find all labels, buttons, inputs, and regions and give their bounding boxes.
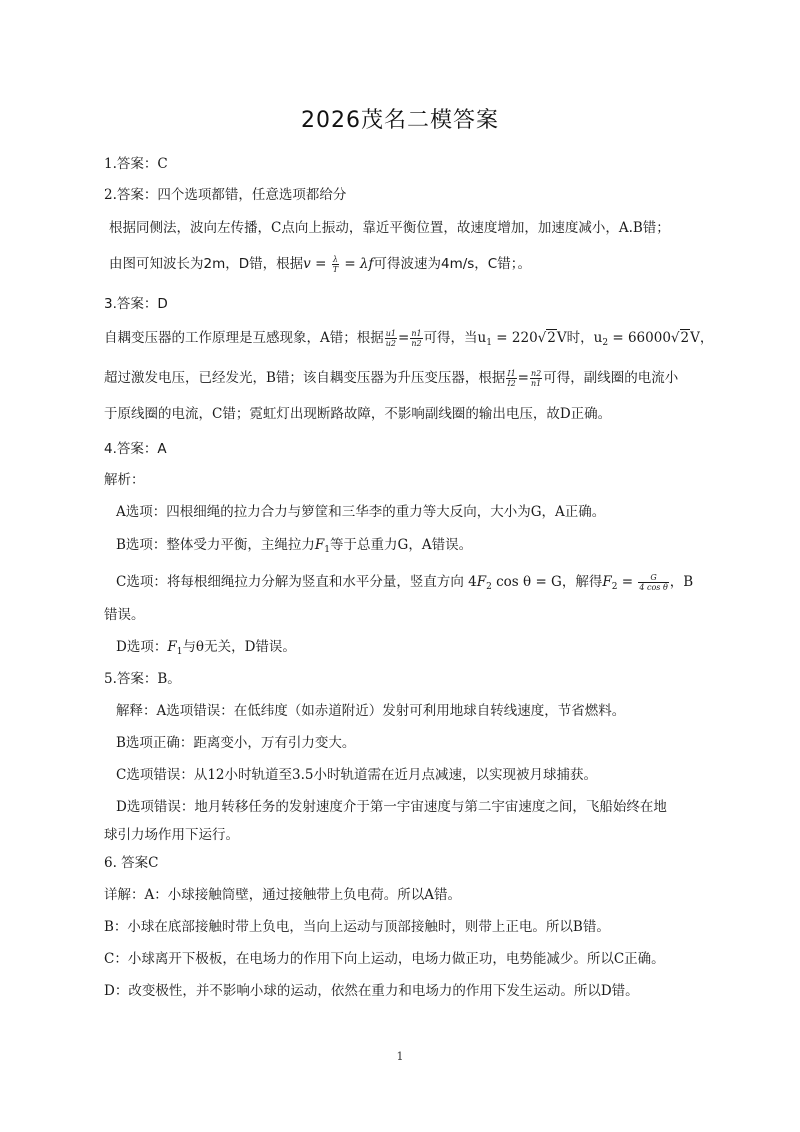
q4-optC-text-c: ，B — [669, 574, 694, 590]
q3-frac2-num: n1 — [411, 329, 422, 338]
q3-line2-text-a: 超过激发电压，已经发光，B错；该自耦变压器为升压变压器，根据 — [104, 370, 506, 386]
q3-line1-text-c: = 220 — [492, 330, 538, 346]
q4-optC-sub2: 2 — [611, 582, 618, 592]
q3-frac3-num: I1 — [507, 369, 516, 378]
q3-line2-text-b: 可得，副线圈的电流小 — [543, 370, 679, 386]
q3-frac1-num: u1 — [385, 329, 396, 338]
q2-line2-text-b: 可得波速为4m/s，C错；。 — [373, 256, 531, 272]
q2-explanation-line1: 根据同侧法，波向左传播，C点向上振动，靠近平衡位置，故速度增加，加速度减小，A.B错； — [109, 220, 670, 236]
q4-option-c — [116, 572, 693, 597]
q3-u1-subscript: 1 — [486, 338, 492, 348]
q3-eq2: = — [517, 370, 529, 386]
q2-frac-numerator: λ — [332, 255, 338, 264]
q5-answer: 5.答案：B。 — [104, 671, 181, 687]
q3-frac3-den: I2 — [507, 379, 516, 388]
q3-frac4-num: n2 — [530, 369, 542, 378]
q1-answer: 1.答案：C — [104, 156, 168, 172]
q4-optC-text-b: cos θ = G，解得 — [491, 574, 603, 590]
q3-sqrt1: √2 — [537, 330, 556, 346]
q3-eq1: = — [398, 330, 410, 346]
q4-optD-prefix: D选项： — [116, 639, 168, 655]
q3-turns-ratio — [410, 329, 422, 348]
q5-option-d-line1: D选项错误：地月转移任务的发射速度介于第一宇宙速度与第二宇宙速度之间，飞船始终在地 — [116, 799, 667, 815]
q3-u2-subscript: 2 — [602, 338, 609, 348]
q4-optC-fraction — [638, 573, 668, 592]
q2-line2-text-a: 由图可知波长为2m，D错，根据 — [109, 256, 304, 272]
q4-option-a: A选项：四根细绳的拉力合力与箩筐和三华李的重力等大反向，大小为G，A正确。 — [116, 504, 606, 520]
q6-explanation-line3: C：小球离开下极板，在电场力的作用下向上运动，电场力做正功，电势能减少。所以C正确。 — [104, 951, 665, 967]
q4-optC-text-a: C选项：将每根细绳拉力分解为竖直和水平分量，竖直方向 4 — [116, 574, 477, 590]
q4-optC-frac-num: G — [638, 573, 668, 583]
q4-optC-sub: 2 — [486, 582, 492, 592]
q4-optD-text: 与θ无关，D错误。 — [182, 639, 296, 655]
q4-optD-sub: 1 — [176, 647, 183, 657]
q3-answer: 3.答案：D — [104, 296, 168, 312]
q4-option-b — [116, 535, 472, 560]
q4-optC-force2: F — [602, 574, 612, 590]
q3-line1-text-e: = 66000 — [608, 330, 671, 346]
q4-answer: 4.答案：A — [104, 441, 167, 457]
q5-option-b: B选项正确：距离变小，万有引力变大。 — [116, 735, 356, 751]
q2-equals: = — [310, 256, 331, 272]
q3-voltage-ratio — [385, 329, 397, 348]
q4-optC-force: F — [476, 574, 487, 590]
q5-option-d-line2: 球引力场作用下运行。 — [104, 827, 239, 843]
q3-frac4-den: n1 — [530, 379, 542, 388]
q5-option-c: C选项错误：从12小时轨道至3.5小时轨道需在近月点减速，以实现被月球捕获。 — [116, 767, 597, 783]
q4-optB-force: F — [314, 537, 325, 553]
q4-optB-text-a: B选项：整体受力平衡，主绳拉力 — [116, 537, 315, 553]
q3-sqrt1-value: 2 — [547, 330, 556, 346]
q4-analysis-heading: 解析： — [104, 472, 145, 488]
q6-explanation-line4: D：改变极性，并不影响小球的运动，依然在重力和电场力的作用下发生运动。所以D错。 — [104, 983, 639, 999]
q4-optD-force: F — [167, 639, 177, 655]
q3-inverse-turns-ratio — [530, 369, 542, 388]
q3-frac1-den: u2 — [385, 339, 396, 348]
q4-optC-eq: = — [617, 574, 638, 590]
q6-answer: 6. 答案C — [104, 855, 159, 871]
q3-line1-text-d: V时，u — [556, 330, 603, 346]
page-title: 2026茂名二模答案 — [301, 108, 499, 133]
q2-explanation-line2 — [109, 254, 531, 274]
q3-sqrt2-value: 2 — [680, 330, 690, 346]
q3-explanation-line3: 于原线圈的电流，C错；霓虹灯出现断路故障，不影响副线圈的输出电压，故D正确。 — [104, 406, 612, 422]
q3-line1-text-a: 自耦变压器的工作原理是互感现象，A错；根据 — [104, 330, 384, 346]
q3-line1-text-f: V， — [690, 330, 714, 346]
q4-option-c-continued: 错误。 — [104, 607, 145, 623]
q4-option-d — [116, 637, 296, 662]
q3-sqrt2: √2 — [670, 330, 690, 346]
q3-explanation-line1 — [104, 328, 713, 353]
q3-line1-text-b: 可得，当u — [423, 330, 487, 346]
q5-option-a: 解释：A选项错误：在低纬度（如赤道附近）发射可利用地球自转线速度，节省燃料。 — [116, 703, 626, 719]
q2-wavelength-fraction — [332, 255, 339, 274]
q2-answer: 2.答案：四个选项都错，任意选项都给分 — [104, 187, 347, 203]
q4-optB-sub: 1 — [324, 545, 331, 555]
q3-current-ratio — [506, 369, 516, 388]
q4-optC-frac-den: 4 cos θ — [639, 583, 668, 592]
q2-velocity-symbol: v — [303, 256, 311, 272]
q3-frac2-den: n2 — [411, 339, 422, 348]
page-number: 1 — [396, 1050, 404, 1063]
q2-frac-denominator: T — [332, 265, 339, 274]
q6-explanation-line1: 详解：A：小球接触筒壁，通过接触带上负电荷。所以A错。 — [104, 887, 461, 903]
q3-explanation-line2 — [104, 368, 678, 388]
q4-optB-text-b: 等于总重力G，A错误。 — [330, 537, 473, 553]
q2-lambda-f: = λf — [340, 256, 374, 272]
q6-explanation-line2: B：小球在底部接触时带上负电，当向上运动与顶部接触时，则带上正电。所以B错。 — [104, 919, 610, 935]
